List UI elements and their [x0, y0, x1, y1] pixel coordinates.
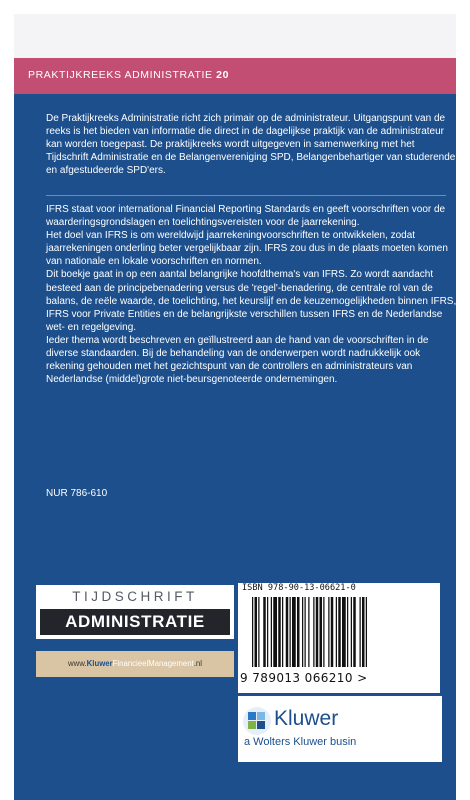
- barcode-bar: [353, 597, 356, 667]
- description-text: [46, 203, 456, 386]
- barcode-bar: [282, 597, 283, 667]
- intro-paragraph: De Praktijkreeks Administratie richt zich primair op de administrateur. Uitgangspunt van de reeks is het bieden van informatie die direct in de dagelijkse praktijk van de administrateur kan worden toegepast. De praktijkreeks wordt uitgegeven in samenwerking met het Tijdschrift Administratie en de Belangenvereniging SPD, Belangenbehartiger van studerende en afgestudeerde SPD'ers.: [46, 113, 456, 177]
- tijdschrift-bottom: ADMINISTRATIE: [40, 609, 230, 635]
- intro-text: [46, 112, 456, 177]
- barcode-bar: [320, 597, 323, 667]
- isbn-text: ISBN 978-90-13-06621-0: [242, 583, 356, 593]
- text-divider: [46, 195, 446, 196]
- barcode-bar: [336, 597, 337, 667]
- series-name: PRAKTIJKREEKS ADMINISTRATIE: [28, 69, 213, 81]
- barcode-bar: [286, 597, 289, 667]
- barcode-digits: 9 789013 066210 >: [240, 671, 368, 685]
- tijdschrift-top: TIJDSCHRIFT: [72, 589, 198, 604]
- description-paragraph: Ieder thema wordt beschreven en geïllustreerd aan de hand van de voorschriften in de diverse standaarden. Bij de behandeling van de onderwerpen wordt nadrukkelijk ook rekening gehouden met het gezichtspunt van de controllers en administrateurs van Nederlandse (middel)grote niet-beursgenoteerde ondernemingen.: [46, 334, 429, 386]
- publisher-tagline: a Wolters Kluwer busin: [244, 736, 357, 748]
- description-paragraph: IFRS staat voor international Financial Reporting Standards en geeft voorschriften voor de waarderingsgrondslagen en toelichtingsvereisten voor de jaarrekening.: [46, 204, 446, 229]
- tijdschrift-logo: [36, 585, 234, 639]
- nur-code: NUR 786-610: [46, 488, 108, 499]
- series-title: [28, 69, 229, 81]
- barcode-bar: [351, 597, 352, 667]
- barcode-bar: [271, 597, 272, 667]
- barcode-bar: [267, 597, 268, 667]
- website-prefix: www.: [68, 659, 87, 668]
- barcode-bar: [347, 597, 348, 667]
- website-suffix: FinancieelManagement: [112, 659, 194, 668]
- website-tld: .nl: [193, 659, 202, 668]
- barcode-bar: [305, 597, 306, 667]
- description-paragraph: Dit boekje gaat in op een aantal belangrijke hoofdthema's van IFRS. Zo wordt aandacht besteed aan de principebenadering versus de 'regel'-benadering, de centrale rol van de balans, de reële waarde, de toelichting, het keurslijf en de keuzemogelijkheden binnen IFRS, IFRS voor Private Entities en de belangrijkste verschillen tussen IFRS en de Nederlandse wet- en regelgeving.: [46, 269, 456, 333]
- publisher-logo: [238, 696, 442, 762]
- top-white-strip: [14, 14, 456, 58]
- barcode-bar: [292, 597, 296, 667]
- barcode-bar: [290, 597, 291, 667]
- barcode-bar: [338, 597, 341, 667]
- barcode-bar: [297, 597, 300, 667]
- barcode-bar: [255, 597, 258, 667]
- website-brand: Kluwer: [86, 659, 113, 668]
- series-number: 20: [216, 69, 230, 81]
- kluwer-logo-icon: [242, 706, 272, 736]
- barcode-bar: [263, 597, 266, 667]
- barcode-bar: [331, 597, 334, 667]
- description-paragraph: Het doel van IFRS is om wereldwijd jaarrekeningvoorschriften te ontwikkelen, zodat jaarrekeningen onderling beter vergelijkbaar zijn. IFRS zou dus in de plaats moeten komen van nationale en lokale voorschriften en normen.: [46, 230, 448, 268]
- barcode-bar: [316, 597, 319, 667]
- barcode-bar: [278, 597, 281, 667]
- barcode-bar: [342, 597, 346, 667]
- barcode-bar: [360, 597, 361, 667]
- barcode-icon: [252, 597, 424, 667]
- barcode-bar: [328, 597, 329, 667]
- barcode-bar: [308, 597, 309, 667]
- publisher-name: Kluwer: [274, 707, 339, 730]
- barcode-bar: [362, 597, 365, 667]
- barcode-bar: [366, 597, 367, 667]
- barcode-bar: [273, 597, 277, 667]
- website-link[interactable]: [36, 651, 234, 677]
- barcode-bar: [313, 597, 314, 667]
- barcode-bar: [258, 597, 259, 667]
- barcode-bar: [302, 597, 303, 667]
- barcode-bar: [252, 597, 253, 667]
- barcode-bar: [323, 597, 324, 667]
- barcode-area: [238, 583, 440, 693]
